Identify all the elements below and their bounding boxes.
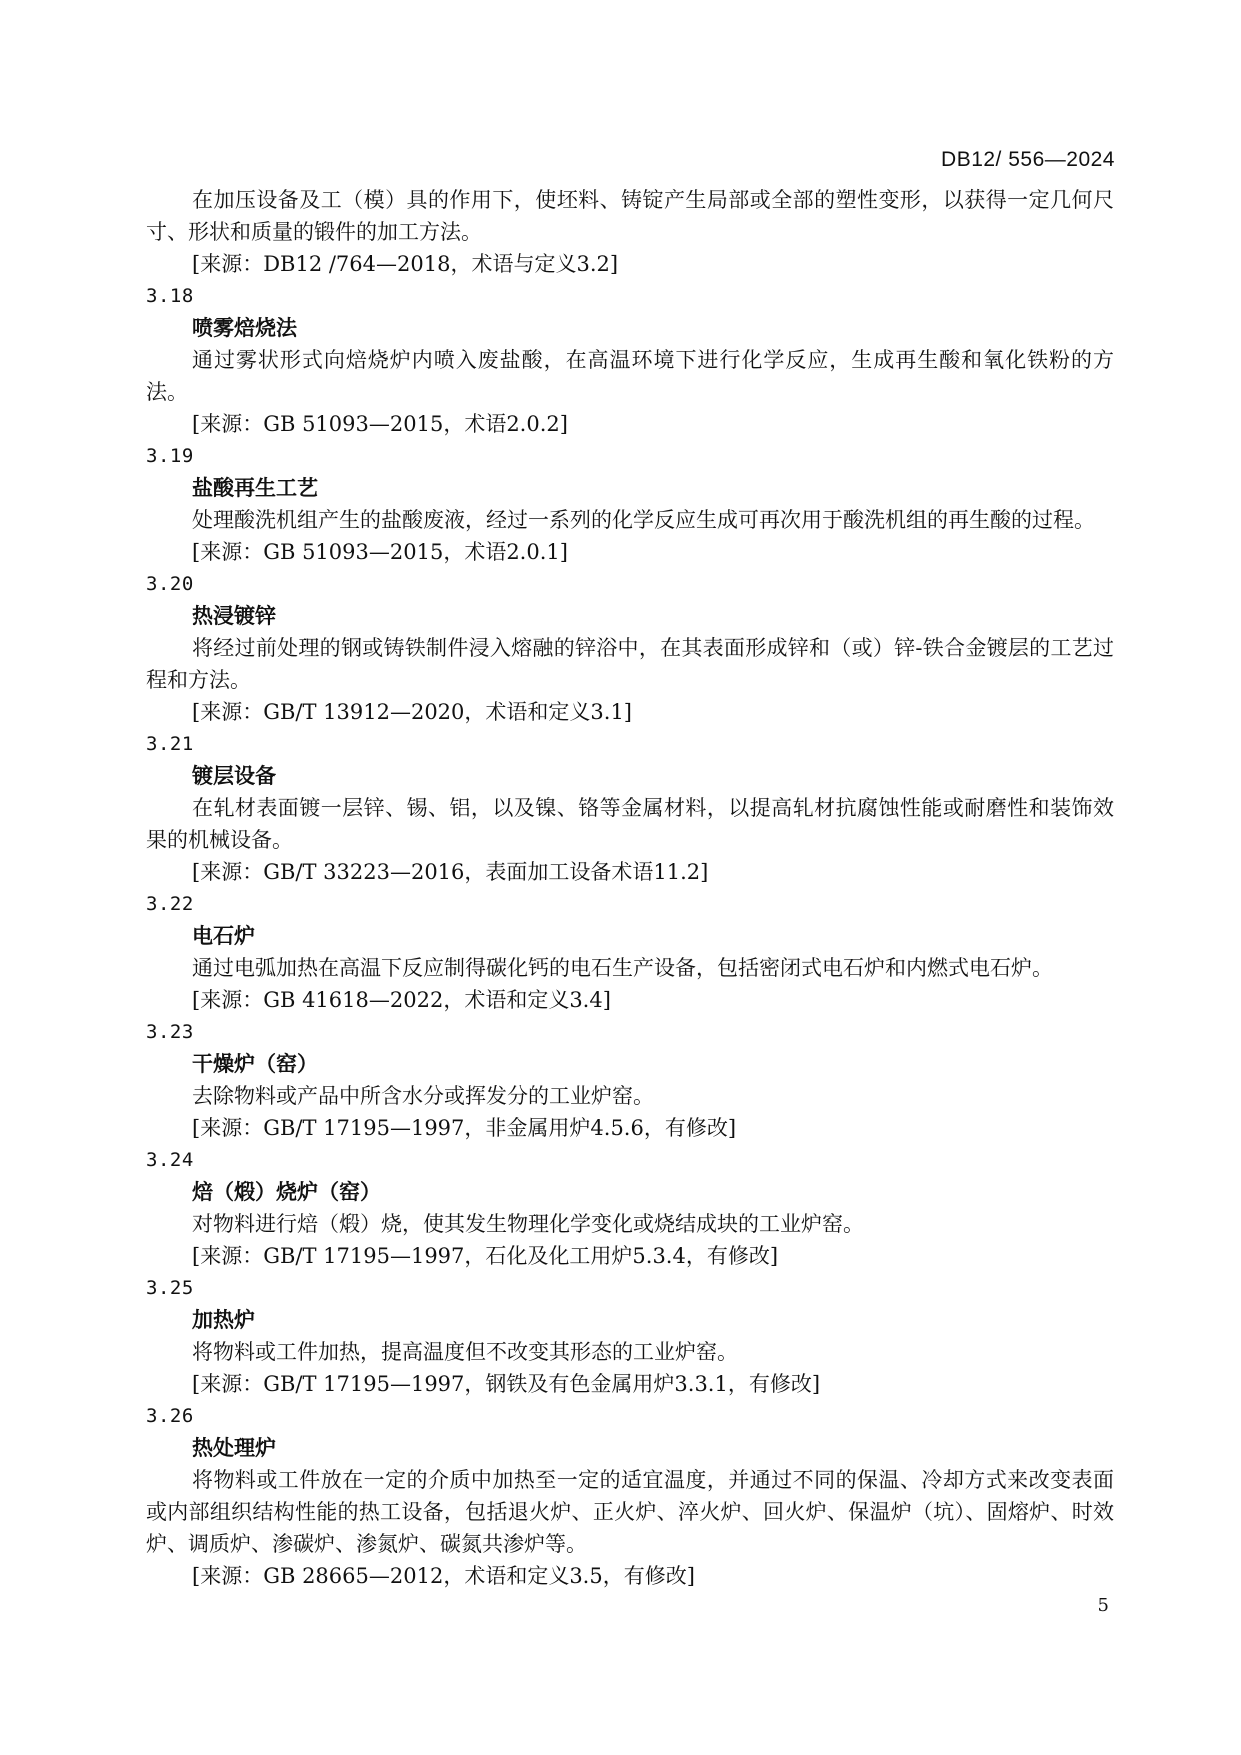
term-title: 焙（煅）烧炉（窑） <box>192 1180 381 1204</box>
term-definition: 将物料或工件放在一定的介质中加热至一定的适宜温度，并通过不同的保温、冷却方式来改变表面或内部组织结构性能的热工设备，包括退火炉、正火炉、淬火炉、回火炉、保温炉（坑）、固熔炉、时效炉、调质炉、渗碳炉、渗氮炉、碳氮共渗炉等。 <box>146 1468 1114 1556</box>
term-source: [来源：GB/T 33223—2016，表面加工设备术语11.2] <box>192 860 709 884</box>
page-number: 5 <box>1097 1595 1109 1616</box>
term-number: 3.24 <box>146 1149 194 1171</box>
term-number: 3.23 <box>146 1021 194 1043</box>
term-number: 3.20 <box>146 573 194 595</box>
term-source: [来源：GB/T 17195—1997，钢铁及有色金属用炉3.3.1，有修改] <box>192 1372 821 1396</box>
term-title: 电石炉 <box>192 924 255 948</box>
term-3-26 <box>146 1400 1114 1592</box>
term-number: 3.21 <box>146 733 194 755</box>
intro-definition: 在加压设备及工（模）具的作用下，使坯料、铸锭产生局部或全部的塑性变形，以获得一定几何尺寸、形状和质量的锻件的加工方法。 <box>146 188 1114 244</box>
term-definition: 对物料进行焙（煅）烧，使其发生物理化学变化或烧结成块的工业炉窑。 <box>192 1212 864 1236</box>
term-source: [来源：GB 28665—2012，术语和定义3.5，有修改] <box>192 1564 695 1588</box>
term-3-18 <box>146 280 1114 440</box>
term-3-20 <box>146 568 1114 728</box>
term-number: 3.19 <box>146 445 194 467</box>
term-definition: 通过电弧加热在高温下反应制得碳化钙的电石生产设备，包括密闭式电石炉和内燃式电石炉。 <box>192 956 1053 980</box>
term-source: [来源：GB 51093—2015，术语2.0.1] <box>192 540 568 564</box>
term-number: 3.26 <box>146 1405 194 1427</box>
term-source: [来源：GB/T 17195—1997，石化及化工用炉5.3.4，有修改] <box>192 1244 779 1268</box>
term-definition: 通过雾状形式向焙烧炉内喷入废盐酸，在高温环境下进行化学反应，生成再生酸和氧化铁粉的方法。 <box>146 348 1114 404</box>
intro-source: [来源：DB12 /764—2018，术语与定义3.2] <box>192 252 619 276</box>
term-3-24 <box>146 1144 1114 1272</box>
term-definition: 去除物料或产品中所含水分或挥发分的工业炉窑。 <box>192 1084 654 1108</box>
term-title: 喷雾焙烧法 <box>192 316 297 340</box>
term-definition: 在轧材表面镀一层锌、锡、铝，以及镍、铬等金属材料，以提高轧材抗腐蚀性能或耐磨性和装饰效果的机械设备。 <box>146 796 1114 852</box>
term-title: 热浸镀锌 <box>192 604 276 628</box>
standard-code: DB12/ 556—2024 <box>941 148 1115 171</box>
term-number: 3.22 <box>146 893 194 915</box>
term-source: [来源：GB/T 13912—2020，术语和定义3.1] <box>192 700 632 724</box>
term-3-23 <box>146 1016 1114 1144</box>
term-definition: 将物料或工件加热，提高温度但不改变其形态的工业炉窑。 <box>192 1340 738 1364</box>
term-3-19 <box>146 440 1114 568</box>
term-title: 盐酸再生工艺 <box>192 476 318 500</box>
term-title: 加热炉 <box>192 1308 255 1332</box>
term-title: 干燥炉（窑） <box>192 1052 318 1076</box>
term-3-25 <box>146 1272 1114 1400</box>
term-title: 热处理炉 <box>192 1436 276 1460</box>
term-3-22 <box>146 888 1114 1016</box>
term-definition: 将经过前处理的钢或铸铁制件浸入熔融的锌浴中，在其表面形成锌和（或）锌-铁合金镀层的工艺过程和方法。 <box>146 636 1114 692</box>
term-source: [来源：GB 41618—2022，术语和定义3.4] <box>192 988 611 1012</box>
term-number: 3.18 <box>146 285 194 307</box>
term-definition: 处理酸洗机组产生的盐酸废液，经过一系列的化学反应生成可再次用于酸洗机组的再生酸的过程。 <box>192 508 1095 532</box>
term-3-21 <box>146 728 1114 888</box>
term-source: [来源：GB/T 17195—1997，非金属用炉4.5.6，有修改] <box>192 1116 737 1140</box>
term-title: 镀层设备 <box>192 764 276 788</box>
document-content <box>146 184 1114 1592</box>
term-source: [来源：GB 51093—2015，术语2.0.2] <box>192 412 568 436</box>
term-number: 3.25 <box>146 1277 194 1299</box>
